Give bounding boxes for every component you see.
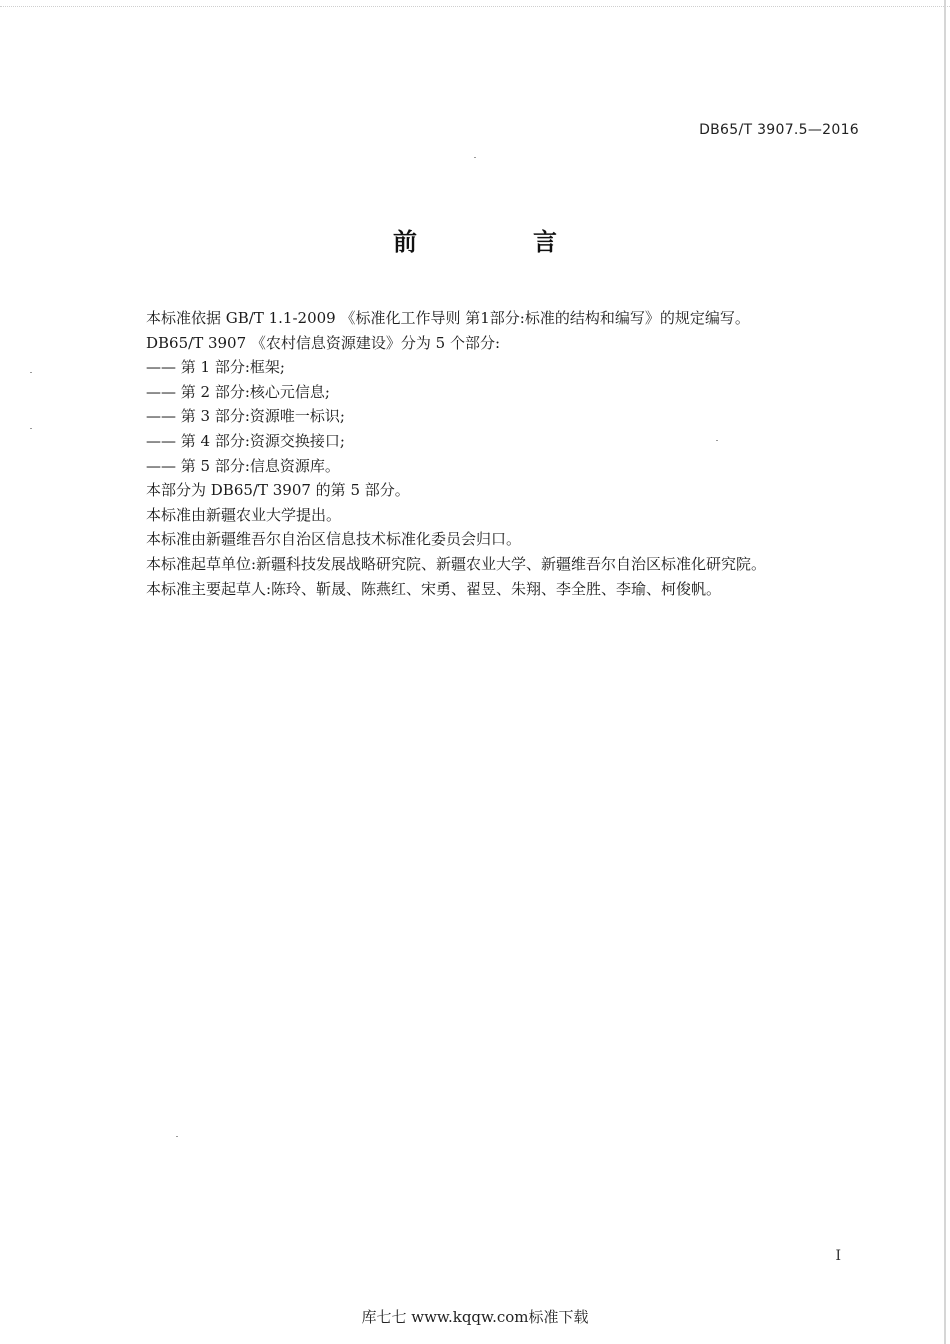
paragraph-parts-intro: DB65/T 3907 《农村信息资源建设》分为 5 个部分: <box>146 333 501 352</box>
list-item-part-3: —— 第 3 部分:资源唯一标识; <box>146 407 345 426</box>
scan-speck <box>30 428 32 429</box>
standard-code: DB65/T 3907.5—2016 <box>699 122 859 138</box>
scan-speck <box>716 440 718 441</box>
scan-speck <box>30 372 32 373</box>
page-title: 前 言 <box>393 228 603 256</box>
list-item-part-1: —— 第 1 部分:框架; <box>146 358 285 377</box>
paragraph-basis: 本标准依据 GB/T 1.1-2009 《标准化工作导则 第1部分:标准的结构和编写》的规定编写。 <box>146 309 750 327</box>
foreword-body <box>146 306 866 601</box>
paragraph-this-part: 本部分为 DB65/T 3907 的第 5 部分。 <box>146 481 410 500</box>
footer-watermark-text: 库七七 www.kqqw.com标准下载 <box>361 1308 589 1326</box>
paragraph-drafting-units: 本标准起草单位:新疆科技发展战略研究院、新疆农业大学、新疆维吾尔自治区标准化研究院。 <box>146 554 767 573</box>
scan-speck <box>474 157 476 158</box>
scan-speck <box>176 1136 178 1137</box>
paragraph-centralized: 本标准由新疆维吾尔自治区信息技术标准化委员会归口。 <box>146 530 522 549</box>
page-number: I <box>835 1248 841 1264</box>
paragraph-proposer: 本标准由新疆农业大学提出。 <box>146 505 342 524</box>
list-item-part-2: —— 第 2 部分:核心元信息; <box>146 382 330 401</box>
list-item-part-5: —— 第 5 部分:信息资源库。 <box>146 456 340 475</box>
scan-top-edge <box>0 0 950 7</box>
list-item-part-4: —— 第 4 部分:资源交换接口; <box>146 431 345 450</box>
scan-right-edge <box>944 0 946 1344</box>
paragraph-drafters: 本标准主要起草人:陈玲、靳晟、陈燕红、宋勇、翟昱、朱翔、李全胜、李瑜、柯俊帆。 <box>146 579 722 598</box>
